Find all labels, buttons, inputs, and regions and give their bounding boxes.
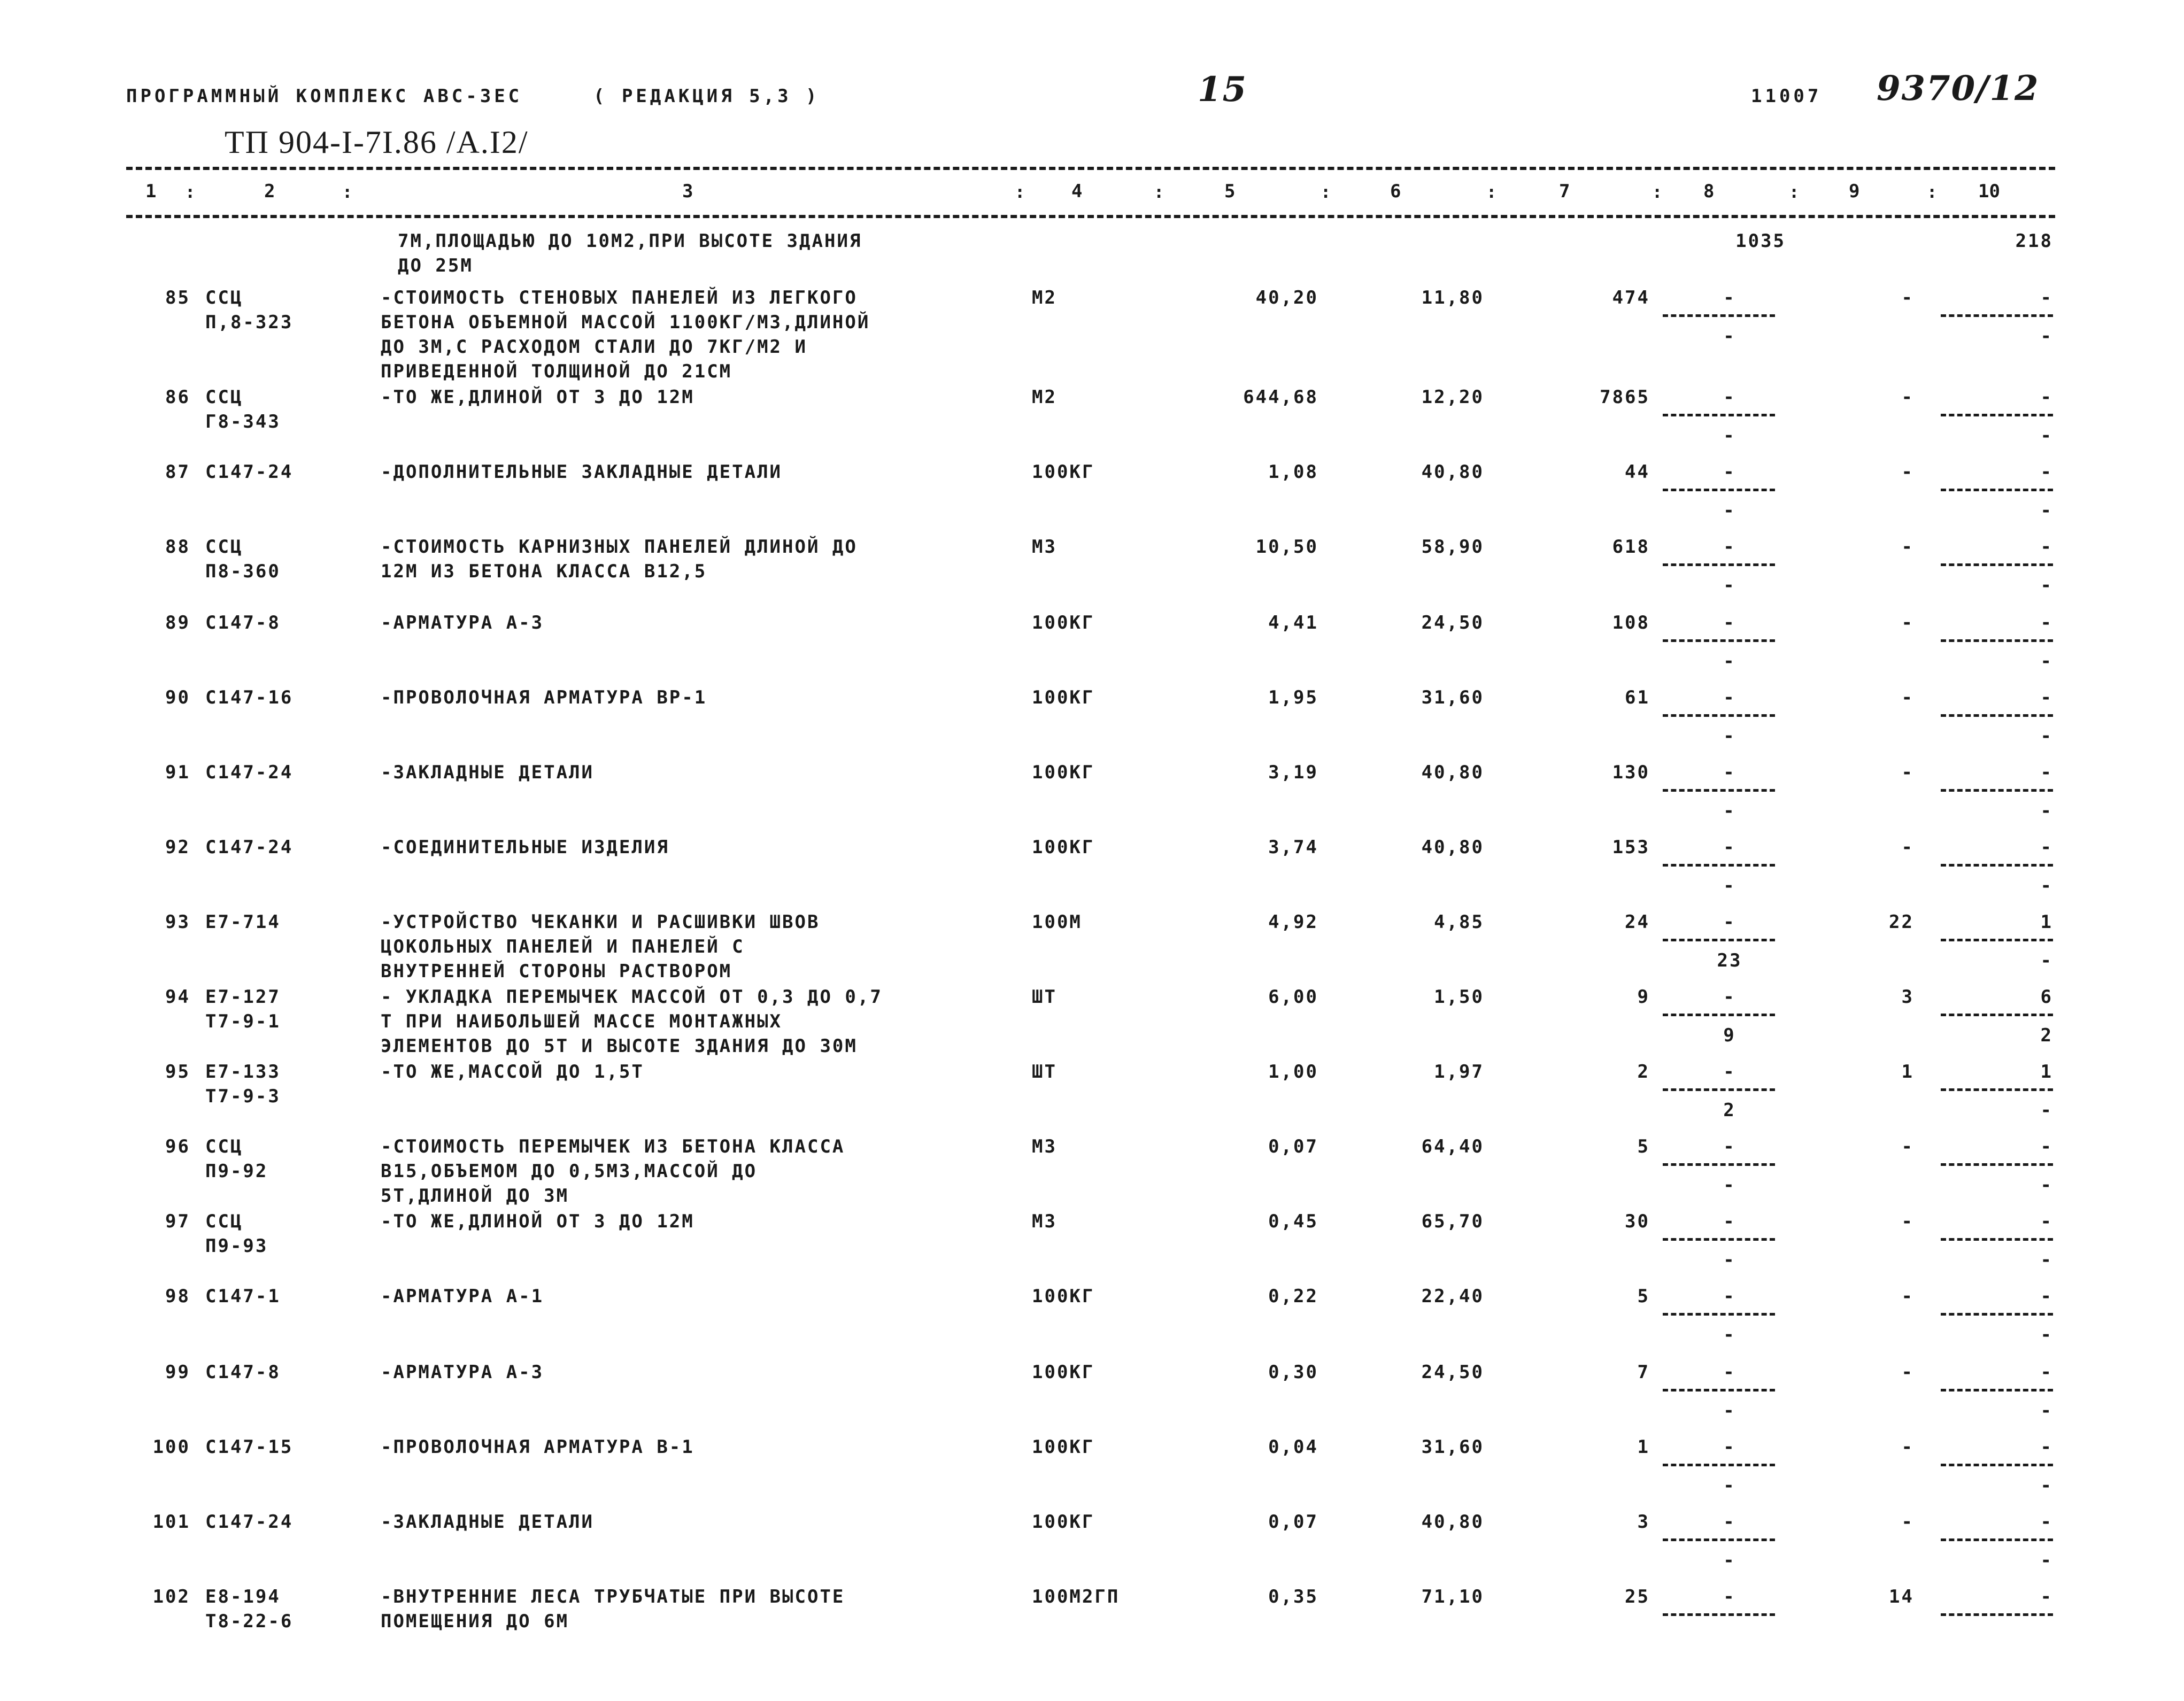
col-separator: : — [1486, 182, 1497, 202]
col10-lower-value: - — [2040, 1475, 2053, 1496]
unit-of-measure: М3 — [1032, 1211, 1057, 1232]
col10-lower-value: - — [2040, 1100, 2053, 1121]
col10-fraction-line — [1941, 1014, 2053, 1016]
col8-lower-value: - — [1723, 725, 1736, 747]
work-description: -АРМАТУРА А-3 — [381, 612, 544, 633]
col8-upper-value: - — [1723, 612, 1736, 633]
col8-upper-value: - — [1723, 687, 1736, 708]
unit-price-value: 65,70 — [1421, 1211, 1484, 1232]
col8-fraction-line — [1663, 1088, 1775, 1091]
col9-value: - — [1901, 461, 1914, 483]
col9-value: - — [1901, 687, 1914, 708]
row-number: 94 — [165, 986, 190, 1008]
col8-fraction-line — [1663, 1464, 1775, 1466]
col10-upper-value: - — [2040, 1286, 2053, 1307]
col8-upper-value: - — [1723, 1511, 1736, 1533]
col10-fraction-line — [1941, 639, 2053, 642]
quantity-value: 0,04 — [1268, 1436, 1318, 1458]
col8-fraction-line — [1663, 314, 1775, 317]
col8-lower-value: - — [1723, 1249, 1736, 1271]
col-header-1: 1 — [145, 181, 157, 202]
col8-upper-value: - — [1723, 287, 1736, 308]
col10-upper-value: - — [2040, 287, 2053, 308]
work-description: -СТОИМОСТЬ СТЕНОВЫХ ПАНЕЛЕЙ ИЗ ЛЕГКОГО БЕТОНА ОБЪЕМНОЙ МАССОЙ 1100КГ/М3,ДЛИНОЙ ДО 3М,С РАСХОДОМ СТАЛИ ДО 7КГ/М2 И ПРИВЕДЕННОЙ ТОЛЩИНОЙ ДО 21СМ — [381, 287, 870, 382]
edition-label: ( РЕДАКЦИЯ 5,3 ) — [593, 86, 820, 107]
unit-price-value: 40,80 — [1421, 762, 1484, 783]
col-separator: : — [1154, 182, 1164, 202]
col10-lower-value: - — [2040, 950, 2053, 971]
quantity-value: 6,00 — [1268, 986, 1318, 1008]
col10-upper-value: - — [2040, 386, 2053, 408]
col10-lower-value: 2 — [2040, 1025, 2053, 1046]
unit-of-measure: 100КГ — [1032, 1511, 1095, 1533]
work-description: - УКЛАДКА ПЕРЕМЫЧЕК МАССОЙ ОТ 0,3 ДО 0,7 Т ПРИ НАИБОЛЬШЕЙ МАССЕ МОНТАЖНЫХ ЭЛЕМЕНТОВ ДО 5Т И ВЫСОТЕ ЗДАНИЯ ДО 30М — [381, 986, 883, 1057]
unit-price-value: 11,80 — [1421, 287, 1484, 308]
quantity-value: 3,19 — [1268, 762, 1318, 783]
resource-code: Е7-133 Т7-9-3 — [205, 1061, 281, 1107]
col8-upper-value: - — [1723, 1211, 1736, 1232]
quantity-value: 1,00 — [1268, 1061, 1318, 1083]
col10-lower-value: - — [2040, 575, 2053, 596]
col9-value: - — [1901, 536, 1914, 558]
col10-lower-value: - — [2040, 725, 2053, 747]
col10-upper-value: 1 — [2040, 1061, 2053, 1083]
row-number: 102 — [152, 1586, 190, 1607]
col10-fraction-line — [1941, 1238, 2053, 1241]
col8-lower-value: 9 — [1723, 1025, 1736, 1046]
col10-fraction-line — [1941, 789, 2053, 792]
unit-of-measure: М3 — [1032, 1136, 1057, 1157]
unit-price-value: 31,60 — [1421, 1436, 1484, 1458]
total-cost-value: 1 — [1637, 1436, 1650, 1458]
quantity-value: 1,08 — [1268, 461, 1318, 483]
row-number: 97 — [165, 1211, 190, 1232]
col-header-2: 2 — [264, 181, 275, 202]
col9-value: - — [1901, 612, 1914, 633]
col10-lower-value: - — [2040, 1550, 2053, 1571]
unit-price-value: 1,50 — [1434, 986, 1484, 1008]
col-header-6: 6 — [1390, 181, 1401, 202]
col8-upper-value: - — [1723, 986, 1736, 1008]
col10-upper-value: - — [2040, 1511, 2053, 1533]
resource-code: Е7-714 — [205, 911, 281, 933]
total-cost-value: 2 — [1637, 1061, 1650, 1083]
col10-fraction-line — [1941, 414, 2053, 416]
col-header-10: 10 — [1978, 181, 2000, 202]
quantity-value: 0,35 — [1268, 1586, 1318, 1607]
col10-fraction-line — [1941, 1088, 2053, 1091]
col8-fraction-line — [1663, 1389, 1775, 1391]
col8-upper-value: - — [1723, 536, 1736, 558]
col8-fraction-line — [1663, 939, 1775, 941]
col10-lower-value: - — [2040, 326, 2053, 347]
col10-upper-value: - — [2040, 1362, 2053, 1383]
col10-upper-value: - — [2040, 1586, 2053, 1607]
col9-value: - — [1901, 386, 1914, 408]
unit-of-measure: ШТ — [1032, 1061, 1057, 1083]
col-separator: : — [1789, 182, 1800, 202]
col9-value: 1 — [1901, 1061, 1914, 1083]
work-description: -ДОПОЛНИТЕЛЬНЫЕ ЗАКЛАДНЫЕ ДЕТАЛИ — [381, 461, 783, 483]
unit-price-value: 22,40 — [1421, 1286, 1484, 1307]
quantity-value: 0,07 — [1268, 1136, 1318, 1157]
col8-upper-value: - — [1723, 1286, 1736, 1307]
total-cost-value: 108 — [1612, 612, 1650, 633]
col-separator: : — [1321, 182, 1331, 202]
col10-fraction-line — [1941, 489, 2053, 491]
row-number: 92 — [165, 837, 190, 858]
col9-value: - — [1901, 287, 1914, 308]
col10-lower-value: - — [2040, 1400, 2053, 1421]
total-cost-value: 44 — [1625, 461, 1650, 483]
row-number: 101 — [152, 1511, 190, 1533]
work-description: -ТО ЖЕ,ДЛИНОЙ ОТ 3 ДО 12М — [381, 1211, 694, 1232]
col10-upper-value: - — [2040, 612, 2053, 633]
resource-code: ССЦ П9-92 — [205, 1136, 268, 1182]
col8-upper-value: - — [1723, 1362, 1736, 1383]
row-number: 91 — [165, 762, 190, 783]
col8-lower-value: - — [1723, 1174, 1736, 1196]
col-separator: : — [342, 182, 353, 202]
quantity-value: 644,68 — [1243, 386, 1318, 408]
col-header-5: 5 — [1224, 181, 1236, 202]
quantity-value: 0,45 — [1268, 1211, 1318, 1232]
unit-of-measure: 100КГ — [1032, 461, 1095, 483]
work-description: -ТО ЖЕ,ДЛИНОЙ ОТ 3 ДО 12М — [381, 386, 694, 408]
row-number: 100 — [152, 1436, 190, 1458]
col10-lower-value: - — [2040, 500, 2053, 521]
col8-lower-value: - — [1723, 425, 1736, 446]
row-number: 89 — [165, 612, 190, 633]
col8-lower-value: - — [1723, 875, 1736, 896]
col9-value: - — [1901, 1362, 1914, 1383]
col8-fraction-line — [1663, 1163, 1775, 1166]
col9-value: 22 — [1889, 911, 1914, 933]
quantity-value: 3,74 — [1268, 837, 1318, 858]
total-cost-value: 9 — [1637, 986, 1650, 1008]
unit-of-measure: М3 — [1032, 536, 1057, 558]
col-header-7: 7 — [1559, 181, 1570, 202]
col-separator: : — [1652, 182, 1663, 202]
col8-fraction-line — [1663, 1238, 1775, 1241]
col9-value: 3 — [1901, 986, 1914, 1008]
col10-upper-value: - — [2040, 687, 2053, 708]
col8-fraction-line — [1663, 563, 1775, 566]
col10-upper-value: - — [2040, 1211, 2053, 1232]
col8-lower-value: - — [1723, 500, 1736, 521]
col8-upper-value: - — [1723, 461, 1736, 483]
unit-price-value: 31,60 — [1421, 687, 1484, 708]
unit-price-value: 40,80 — [1421, 1511, 1484, 1533]
total-cost-value: 474 — [1612, 287, 1650, 308]
table-top-rule — [126, 167, 2055, 170]
col8-upper-value: - — [1723, 911, 1736, 933]
quantity-value: 1,95 — [1268, 687, 1318, 708]
col8-lower-value: - — [1723, 1475, 1736, 1496]
col-separator: : — [185, 182, 196, 202]
total-cost-value: 3 — [1637, 1511, 1650, 1533]
resource-code: С147-8 — [205, 1362, 281, 1383]
col-separator: : — [1927, 182, 1938, 202]
unit-price-value: 1,97 — [1434, 1061, 1484, 1083]
unit-price-value: 64,40 — [1421, 1136, 1484, 1157]
col10-lower-value: - — [2040, 800, 2053, 822]
total-cost-value: 7865 — [1600, 386, 1650, 408]
col8-upper-value: - — [1723, 762, 1736, 783]
col9-value: - — [1901, 762, 1914, 783]
work-description: -АРМАТУРА А-1 — [381, 1286, 544, 1307]
col8-lower-value: - — [1723, 651, 1736, 672]
unit-of-measure: М2 — [1032, 287, 1057, 308]
col9-value: - — [1901, 1136, 1914, 1157]
unit-of-measure: М2 — [1032, 386, 1057, 408]
row-number: 98 — [165, 1286, 190, 1307]
col10-lower-value: - — [2040, 1249, 2053, 1271]
resource-code: С147-8 — [205, 612, 281, 633]
table-header-rule — [126, 215, 2055, 218]
total-cost-value: 7 — [1637, 1362, 1650, 1383]
col-separator: : — [1015, 182, 1025, 202]
quantity-value: 40,20 — [1255, 287, 1318, 308]
work-description: -УСТРОЙСТВО ЧЕКАНКИ И РАСШИВКИ ШВОВ ЦОКОЛЬНЫХ ПАНЕЛЕЙ И ПАНЕЛЕЙ С ВНУТРЕННЕЙ СТОРОНЫ РАСТВОРОМ — [381, 911, 820, 982]
col8-fraction-line — [1663, 1014, 1775, 1016]
work-description: -АРМАТУРА А-3 — [381, 1362, 544, 1383]
col8-upper-value: - — [1723, 1436, 1736, 1458]
unit-price-value: 12,20 — [1421, 386, 1484, 408]
quantity-value: 0,22 — [1268, 1286, 1318, 1307]
col8-lower-value: 2 — [1723, 1100, 1736, 1121]
col10-fraction-line — [1941, 1613, 2053, 1616]
total-cost-value: 24 — [1625, 911, 1650, 933]
col-header-4: 4 — [1071, 181, 1083, 202]
col8-fraction-line — [1663, 1613, 1775, 1616]
col8-fraction-line — [1663, 1538, 1775, 1541]
continuation-description: 7М,ПЛОЩАДЬЮ ДО 10М2,ПРИ ВЫСОТЕ ЗДАНИЯ ДО 25М — [398, 230, 862, 276]
col10-fraction-line — [1941, 714, 2053, 717]
resource-code: Е7-127 Т7-9-1 — [205, 986, 281, 1032]
work-description: -ЗАКЛАДНЫЕ ДЕТАЛИ — [381, 762, 594, 783]
col10-fraction-line — [1941, 1163, 2053, 1166]
unit-price-value: 24,50 — [1421, 612, 1484, 633]
col8-fraction-line — [1663, 714, 1775, 717]
continuation-col8: 1035 — [1735, 230, 1786, 252]
col10-upper-value: 1 — [2040, 911, 2053, 933]
col8-fraction-line — [1663, 489, 1775, 491]
quantity-value: 0,30 — [1268, 1362, 1318, 1383]
work-description: -ТО ЖЕ,МАССОЙ ДО 1,5Т — [381, 1061, 644, 1083]
unit-price-value: 40,80 — [1421, 461, 1484, 483]
col-header-3: 3 — [682, 181, 693, 202]
resource-code: ССЦ П8-360 — [205, 536, 281, 582]
unit-of-measure: 100КГ — [1032, 687, 1095, 708]
row-number: 95 — [165, 1061, 190, 1083]
col8-lower-value: - — [1723, 1550, 1736, 1571]
col8-lower-value: - — [1723, 575, 1736, 596]
row-number: 87 — [165, 461, 190, 483]
total-cost-value: 618 — [1612, 536, 1650, 558]
col10-lower-value: - — [2040, 1174, 2053, 1196]
program-title: ПРОГРАММНЫЙ КОМПЛЕКС АВС-3ЕС — [126, 86, 523, 107]
resource-code: ССЦ Г8-343 — [205, 386, 281, 432]
col8-upper-value: - — [1723, 837, 1736, 858]
work-description: -ПРОВОЛОЧНАЯ АРМАТУРА ВР-1 — [381, 687, 707, 708]
unit-of-measure: 100М — [1032, 911, 1082, 933]
document-code: 11007 — [1751, 86, 1822, 107]
col9-value: - — [1901, 1286, 1914, 1307]
row-number: 99 — [165, 1362, 190, 1383]
resource-code: ССЦ П9-93 — [205, 1211, 268, 1257]
work-description: -ВНУТРЕННИЕ ЛЕСА ТРУБЧАТЫЕ ПРИ ВЫСОТЕ ПОМЕЩЕНИЯ ДО 6М — [381, 1586, 845, 1632]
resource-code: С147-24 — [205, 837, 294, 858]
unit-price-value: 24,50 — [1421, 1362, 1484, 1383]
col10-lower-value: - — [2040, 1324, 2053, 1346]
unit-of-measure: 100КГ — [1032, 1286, 1095, 1307]
resource-code: С147-15 — [205, 1436, 294, 1458]
row-number: 90 — [165, 687, 190, 708]
unit-of-measure: 100КГ — [1032, 612, 1095, 633]
unit-of-measure: 100КГ — [1032, 1436, 1095, 1458]
col10-fraction-line — [1941, 314, 2053, 317]
resource-code: ССЦ П,8-323 — [205, 287, 294, 333]
total-cost-value: 5 — [1637, 1286, 1650, 1307]
col8-lower-value: - — [1723, 800, 1736, 822]
row-number: 85 — [165, 287, 190, 308]
total-cost-value: 30 — [1625, 1211, 1650, 1232]
total-cost-value: 153 — [1612, 837, 1650, 858]
col8-fraction-line — [1663, 1313, 1775, 1316]
page-number: 15 — [1198, 69, 1248, 110]
col9-value: - — [1901, 1436, 1914, 1458]
col8-fraction-line — [1663, 864, 1775, 867]
col8-upper-value: - — [1723, 386, 1736, 408]
resource-code: Е8-194 Т8-22-6 — [205, 1586, 294, 1632]
row-number: 88 — [165, 536, 190, 558]
resource-code: С147-24 — [205, 461, 294, 483]
col10-upper-value: - — [2040, 762, 2053, 783]
col8-upper-value: - — [1723, 1061, 1736, 1083]
total-cost-value: 25 — [1625, 1586, 1650, 1607]
col8-fraction-line — [1663, 789, 1775, 792]
col10-fraction-line — [1941, 1389, 2053, 1391]
col8-lower-value: - — [1723, 1324, 1736, 1346]
col-header-9: 9 — [1849, 181, 1860, 202]
quantity-value: 4,41 — [1268, 612, 1318, 633]
resource-code: С147-24 — [205, 1511, 294, 1533]
col9-value: 14 — [1889, 1586, 1914, 1607]
col8-upper-value: - — [1723, 1586, 1736, 1607]
quantity-value: 10,50 — [1255, 536, 1318, 558]
col10-upper-value: - — [2040, 837, 2053, 858]
col10-fraction-line — [1941, 1464, 2053, 1466]
col8-upper-value: - — [1723, 1136, 1736, 1157]
unit-of-measure: ШТ — [1032, 986, 1057, 1008]
col10-upper-value: - — [2040, 536, 2053, 558]
col10-upper-value: 6 — [2040, 986, 2053, 1008]
unit-of-measure: 100КГ — [1032, 1362, 1095, 1383]
row-number: 86 — [165, 386, 190, 408]
quantity-value: 4,92 — [1268, 911, 1318, 933]
resource-code: С147-1 — [205, 1286, 281, 1307]
col8-fraction-line — [1663, 414, 1775, 416]
row-number: 93 — [165, 911, 190, 933]
work-description: -СТОИМОСТЬ ПЕРЕМЫЧЕК ИЗ БЕТОНА КЛАССА В15,ОБЪЕМОМ ДО 0,5М3,МАССОЙ ДО 5Т,ДЛИНОЙ ДО 3М — [381, 1136, 845, 1207]
unit-price-value: 4,85 — [1434, 911, 1484, 933]
total-cost-value: 61 — [1625, 687, 1650, 708]
col10-fraction-line — [1941, 864, 2053, 867]
col10-fraction-line — [1941, 563, 2053, 566]
total-cost-value: 5 — [1637, 1136, 1650, 1157]
col10-upper-value: - — [2040, 1136, 2053, 1157]
unit-price-value: 58,90 — [1421, 536, 1484, 558]
col8-lower-value: 23 — [1717, 950, 1742, 971]
resource-code: С147-24 — [205, 762, 294, 783]
col-header-8: 8 — [1703, 181, 1715, 202]
total-cost-value: 130 — [1612, 762, 1650, 783]
col8-lower-value: - — [1723, 326, 1736, 347]
work-description: -ПРОВОЛОЧНАЯ АРМАТУРА В-1 — [381, 1436, 694, 1458]
unit-of-measure: 100М2ГП — [1032, 1586, 1120, 1607]
col10-lower-value: - — [2040, 875, 2053, 896]
unit-of-measure: 100КГ — [1032, 837, 1095, 858]
col10-fraction-line — [1941, 1538, 2053, 1541]
col8-lower-value: - — [1723, 1400, 1736, 1421]
col8-fraction-line — [1663, 639, 1775, 642]
project-subtitle: ТП 904-I-7I.86 /А.I2/ — [225, 125, 529, 160]
col10-upper-value: - — [2040, 461, 2053, 483]
col10-fraction-line — [1941, 1313, 2053, 1316]
quantity-value: 0,07 — [1268, 1511, 1318, 1533]
handwritten-number: 9370/12 — [1877, 68, 2040, 109]
col10-fraction-line — [1941, 939, 2053, 941]
col10-lower-value: - — [2040, 651, 2053, 672]
unit-price-value: 40,80 — [1421, 837, 1484, 858]
row-number: 96 — [165, 1136, 190, 1157]
work-description: -СОЕДИНИТЕЛЬНЫЕ ИЗДЕЛИЯ — [381, 837, 669, 858]
continuation-col10: 218 — [2015, 230, 2053, 252]
col9-value: - — [1901, 837, 1914, 858]
unit-of-measure: 100КГ — [1032, 762, 1095, 783]
unit-price-value: 71,10 — [1421, 1586, 1484, 1607]
col9-value: - — [1901, 1211, 1914, 1232]
work-description: -СТОИМОСТЬ КАРНИЗНЫХ ПАНЕЛЕЙ ДЛИНОЙ ДО 12М ИЗ БЕТОНА КЛАССА В12,5 — [381, 536, 858, 582]
work-description: -ЗАКЛАДНЫЕ ДЕТАЛИ — [381, 1511, 594, 1533]
col9-value: - — [1901, 1511, 1914, 1533]
resource-code: С147-16 — [205, 687, 294, 708]
col10-upper-value: - — [2040, 1436, 2053, 1458]
col10-lower-value: - — [2040, 425, 2053, 446]
